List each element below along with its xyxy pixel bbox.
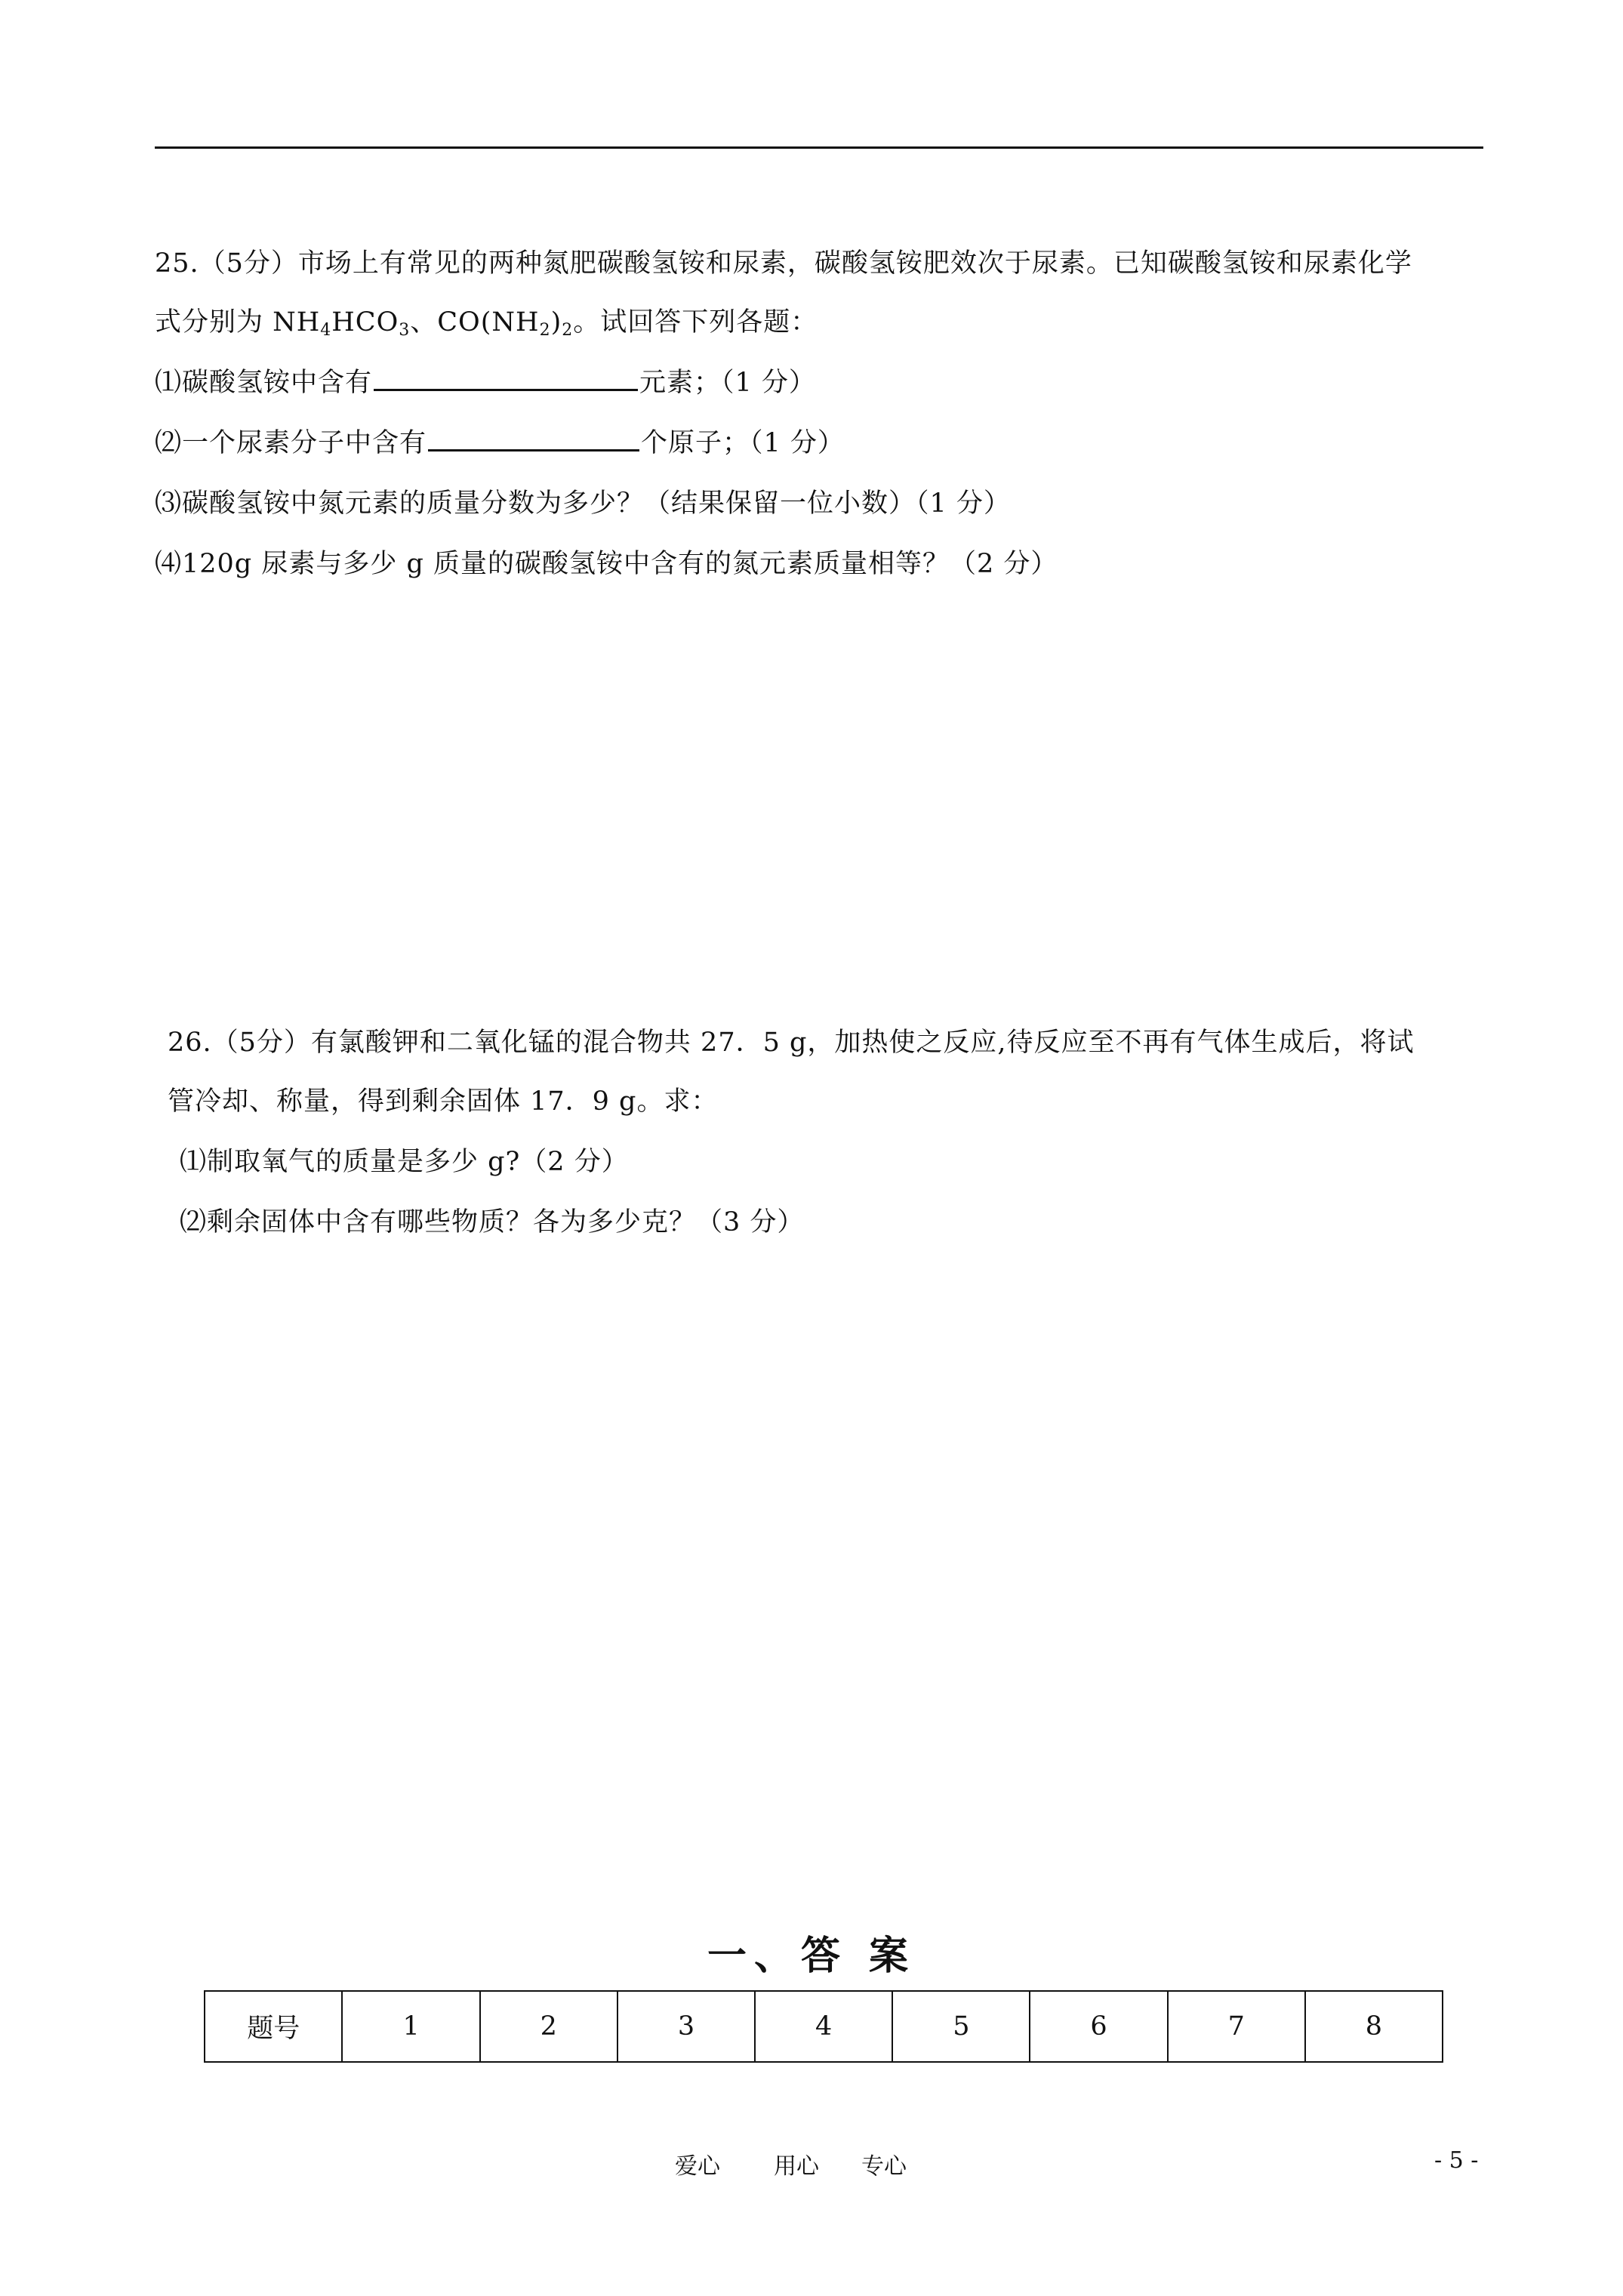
formula-separator: 、CO(NH [410,307,540,337]
question-number-cell: 4 [755,1991,892,2062]
question-number-cell: 1 [342,1991,479,2062]
q25-part1-prefix: ⑴碳酸氢铵中含有 [155,368,373,398]
question-number-cell: 6 [1030,1991,1167,2062]
table-header-cell: 题号 [205,1991,342,2062]
q25-line2-suffix: 。试回答下列各题： [573,307,818,337]
q25-part2 [155,427,845,460]
header-rule [155,146,1483,149]
answer-section-title: 一、答 案 [707,1934,916,1979]
footer-slogan-3: 专心 [861,2153,907,2180]
q26-stem-line1: 26.（5分）有氯酸钾和二氧化锰的混合物共 27．5 g，加热使之反应,待反应至不再有气体生成后，将试 [168,1028,1415,1058]
q26-part2: ⑵剩余固体中含有哪些物质？各为多少克？（3 分） [180,1207,805,1237]
q25-part3: ⑶碳酸氢铵中氮元素的质量分数为多少？（结果保留一位小数）（1 分） [155,488,1011,519]
table-row [205,1991,1443,2062]
footer-slogan-2: 用心 [774,2153,819,2180]
answer-table [204,1990,1443,2063]
q25-part1-suffix: 元素；（1 分） [639,368,816,398]
q25-stem-line2 [155,306,818,347]
answer-blank-1[interactable] [374,366,638,391]
q25-part2-suffix: 个原子；（1 分） [641,428,845,458]
formula-subscript: 2 [562,321,574,340]
q25-part1 [155,366,816,399]
question-number-cell: 7 [1168,1991,1305,2062]
formula-subscript: 4 [320,321,332,340]
q25-stem-line1: 25.（5分）市场上有常见的两种氮肥碳酸氢铵和尿素，碳酸氢铵肥效次于尿素。已知碳酸氢铵和尿素化学 [155,248,1412,279]
footer-slogan-1: 爱心 [675,2153,720,2180]
q25-part2-prefix: ⑵一个尿素分子中含有 [155,428,427,458]
formula-subscript: 2 [539,321,551,340]
question-number-cell: 5 [892,1991,1030,2062]
question-number-cell: 8 [1305,1991,1443,2062]
q25-part4: ⑷120g 尿素与多少 g 质量的碳酸氢铵中含有的氮元素质量相等？（2 分） [155,549,1058,579]
q25-line2-prefix: 式分别为 NH [155,307,321,337]
answer-blank-2[interactable] [428,427,639,451]
q26-part1: ⑴制取氧气的质量是多少 g?（2 分） [180,1147,629,1177]
page-number: - 5 - [1434,2147,1479,2174]
formula-part: HCO [331,307,399,337]
formula-subscript: 3 [399,321,411,340]
formula-part: ) [550,307,562,337]
q26-stem-line2: 管冷却、称量，得到剩余固体 17．9 g。求： [168,1086,719,1117]
question-number-cell: 2 [480,1991,617,2062]
question-number-cell: 3 [617,1991,755,2062]
